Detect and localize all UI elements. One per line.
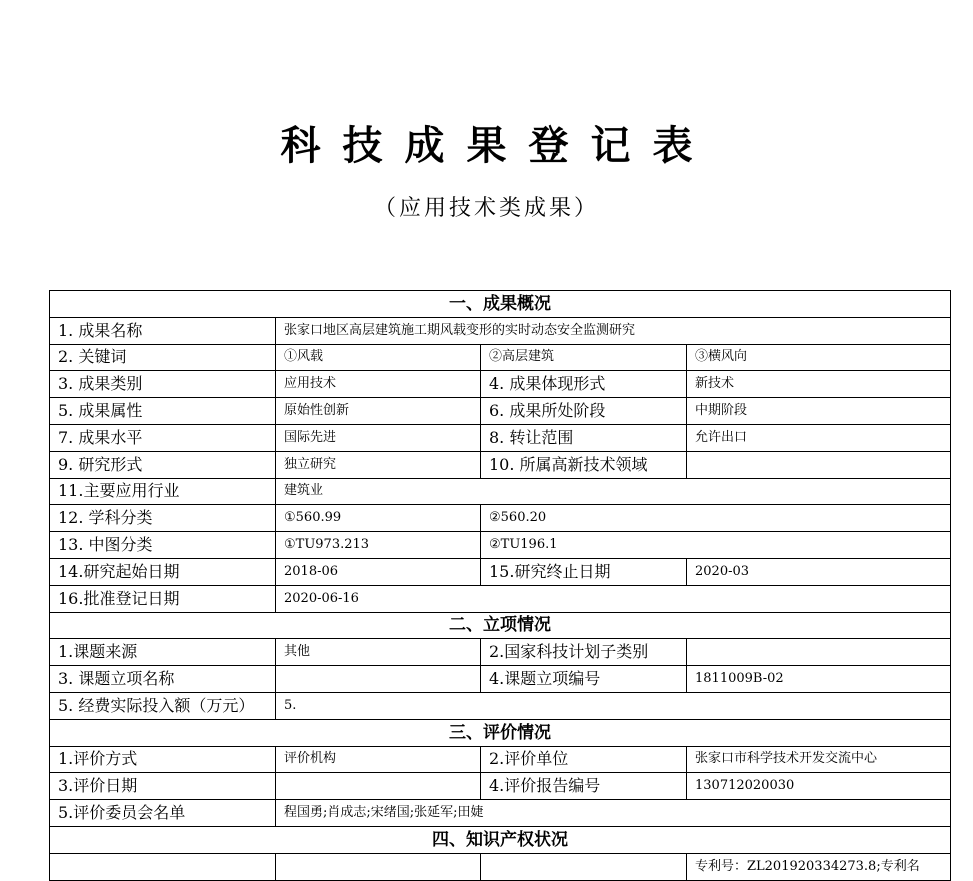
value-end-date: 2020-03 <box>687 558 951 585</box>
label-funding-text: 5. 经费实际投入额 <box>58 695 191 715</box>
label-project-source: 1.课题来源 <box>50 639 276 666</box>
value-keyword-2: ②高层建筑 <box>481 344 687 371</box>
section-heading-project: 二、立项情况 <box>50 612 951 639</box>
value-subject-class-2: ②560.20 <box>481 505 951 532</box>
label-achievement-level: 7. 成果水平 <box>50 424 276 451</box>
section-heading-evaluation: 三、评价情况 <box>50 719 951 746</box>
label-funding <box>50 692 276 719</box>
value-achievement-stage: 中期阶段 <box>687 398 951 425</box>
label-clc-class: 13. 中图分类 <box>50 532 276 559</box>
label-start-date: 14.研究起始日期 <box>50 558 276 585</box>
page-subtitle: （应用技术类成果） <box>373 196 599 221</box>
ip-cell-2 <box>276 853 481 880</box>
value-research-form: 独立研究 <box>276 451 481 478</box>
label-research-form: 9. 研究形式 <box>50 451 276 478</box>
label-transfer-scope: 8. 转让范围 <box>481 424 687 451</box>
value-clc-class-1: ①TU973.213 <box>276 532 481 559</box>
page-title: 科技成果登记表 <box>280 122 715 169</box>
label-approval-date: 16.批准登记日期 <box>50 585 276 612</box>
ip-cell-3 <box>481 853 687 880</box>
label-keywords: 2. 关键词 <box>50 344 276 371</box>
label-national-plan: 2.国家科技计划子类别 <box>481 639 687 666</box>
label-achievement-form: 4. 成果体现形式 <box>481 371 687 398</box>
value-clc-class-2: ②TU196.1 <box>481 532 951 559</box>
value-eval-method: 评价机构 <box>276 746 481 773</box>
label-eval-method: 1.评价方式 <box>50 746 276 773</box>
value-achievement-name: 张家口地区高层建筑施工期风载变形的实时动态安全监测研究 <box>276 317 951 344</box>
label-eval-report: 4.评价报告编号 <box>481 773 687 800</box>
value-project-number: 1811009B-02 <box>687 666 951 693</box>
value-project-source: 其他 <box>276 639 481 666</box>
label-eval-unit: 2.评价单位 <box>481 746 687 773</box>
value-keyword-1: ①风载 <box>276 344 481 371</box>
ip-cell-1 <box>50 853 276 880</box>
value-approval-date: 2020-06-16 <box>276 585 951 612</box>
value-eval-date <box>276 773 481 800</box>
section-heading-overview: 一、成果概况 <box>50 291 951 318</box>
registration-table <box>49 290 951 881</box>
value-transfer-scope: 允许出口 <box>687 424 951 451</box>
section-heading-ip: 四、知识产权状况 <box>50 826 951 853</box>
value-start-date: 2018-06 <box>276 558 481 585</box>
value-achievement-type: 应用技术 <box>276 371 481 398</box>
value-hightech-field <box>687 451 951 478</box>
label-hightech-field: 10. 所属高新技术领域 <box>481 451 687 478</box>
value-eval-committee: 程国勇;肖成志;宋绪国;张延军;田婕 <box>276 800 951 827</box>
label-achievement-attribute: 5. 成果属性 <box>50 398 276 425</box>
value-achievement-form: 新技术 <box>687 371 951 398</box>
label-achievement-type: 3. 成果类别 <box>50 371 276 398</box>
label-end-date: 15.研究终止日期 <box>481 558 687 585</box>
value-main-industry: 建筑业 <box>276 478 951 505</box>
label-eval-committee: 5.评价委员会名单 <box>50 800 276 827</box>
value-achievement-level: 国际先进 <box>276 424 481 451</box>
label-project-number: 4.课题立项编号 <box>481 666 687 693</box>
label-eval-date: 3.评价日期 <box>50 773 276 800</box>
value-funding: 5. <box>276 692 951 719</box>
label-achievement-name: 1. 成果名称 <box>50 317 276 344</box>
value-keyword-3: ③横风向 <box>687 344 951 371</box>
value-eval-report: 130712020030 <box>687 773 951 800</box>
label-funding-unit: （万元） <box>190 695 255 715</box>
label-project-name: 3. 课题立项名称 <box>50 666 276 693</box>
label-achievement-stage: 6. 成果所处阶段 <box>481 398 687 425</box>
label-main-industry: 11.主要应用行业 <box>50 478 276 505</box>
value-subject-class-1: ①560.99 <box>276 505 481 532</box>
value-project-name <box>276 666 481 693</box>
value-achievement-attribute: 原始性创新 <box>276 398 481 425</box>
value-national-plan <box>687 639 951 666</box>
value-patent: 专利号：ZL201920334273.8;专利名 <box>687 853 951 880</box>
value-eval-unit: 张家口市科学技术开发交流中心 <box>687 746 951 773</box>
label-subject-class: 12. 学科分类 <box>50 505 276 532</box>
